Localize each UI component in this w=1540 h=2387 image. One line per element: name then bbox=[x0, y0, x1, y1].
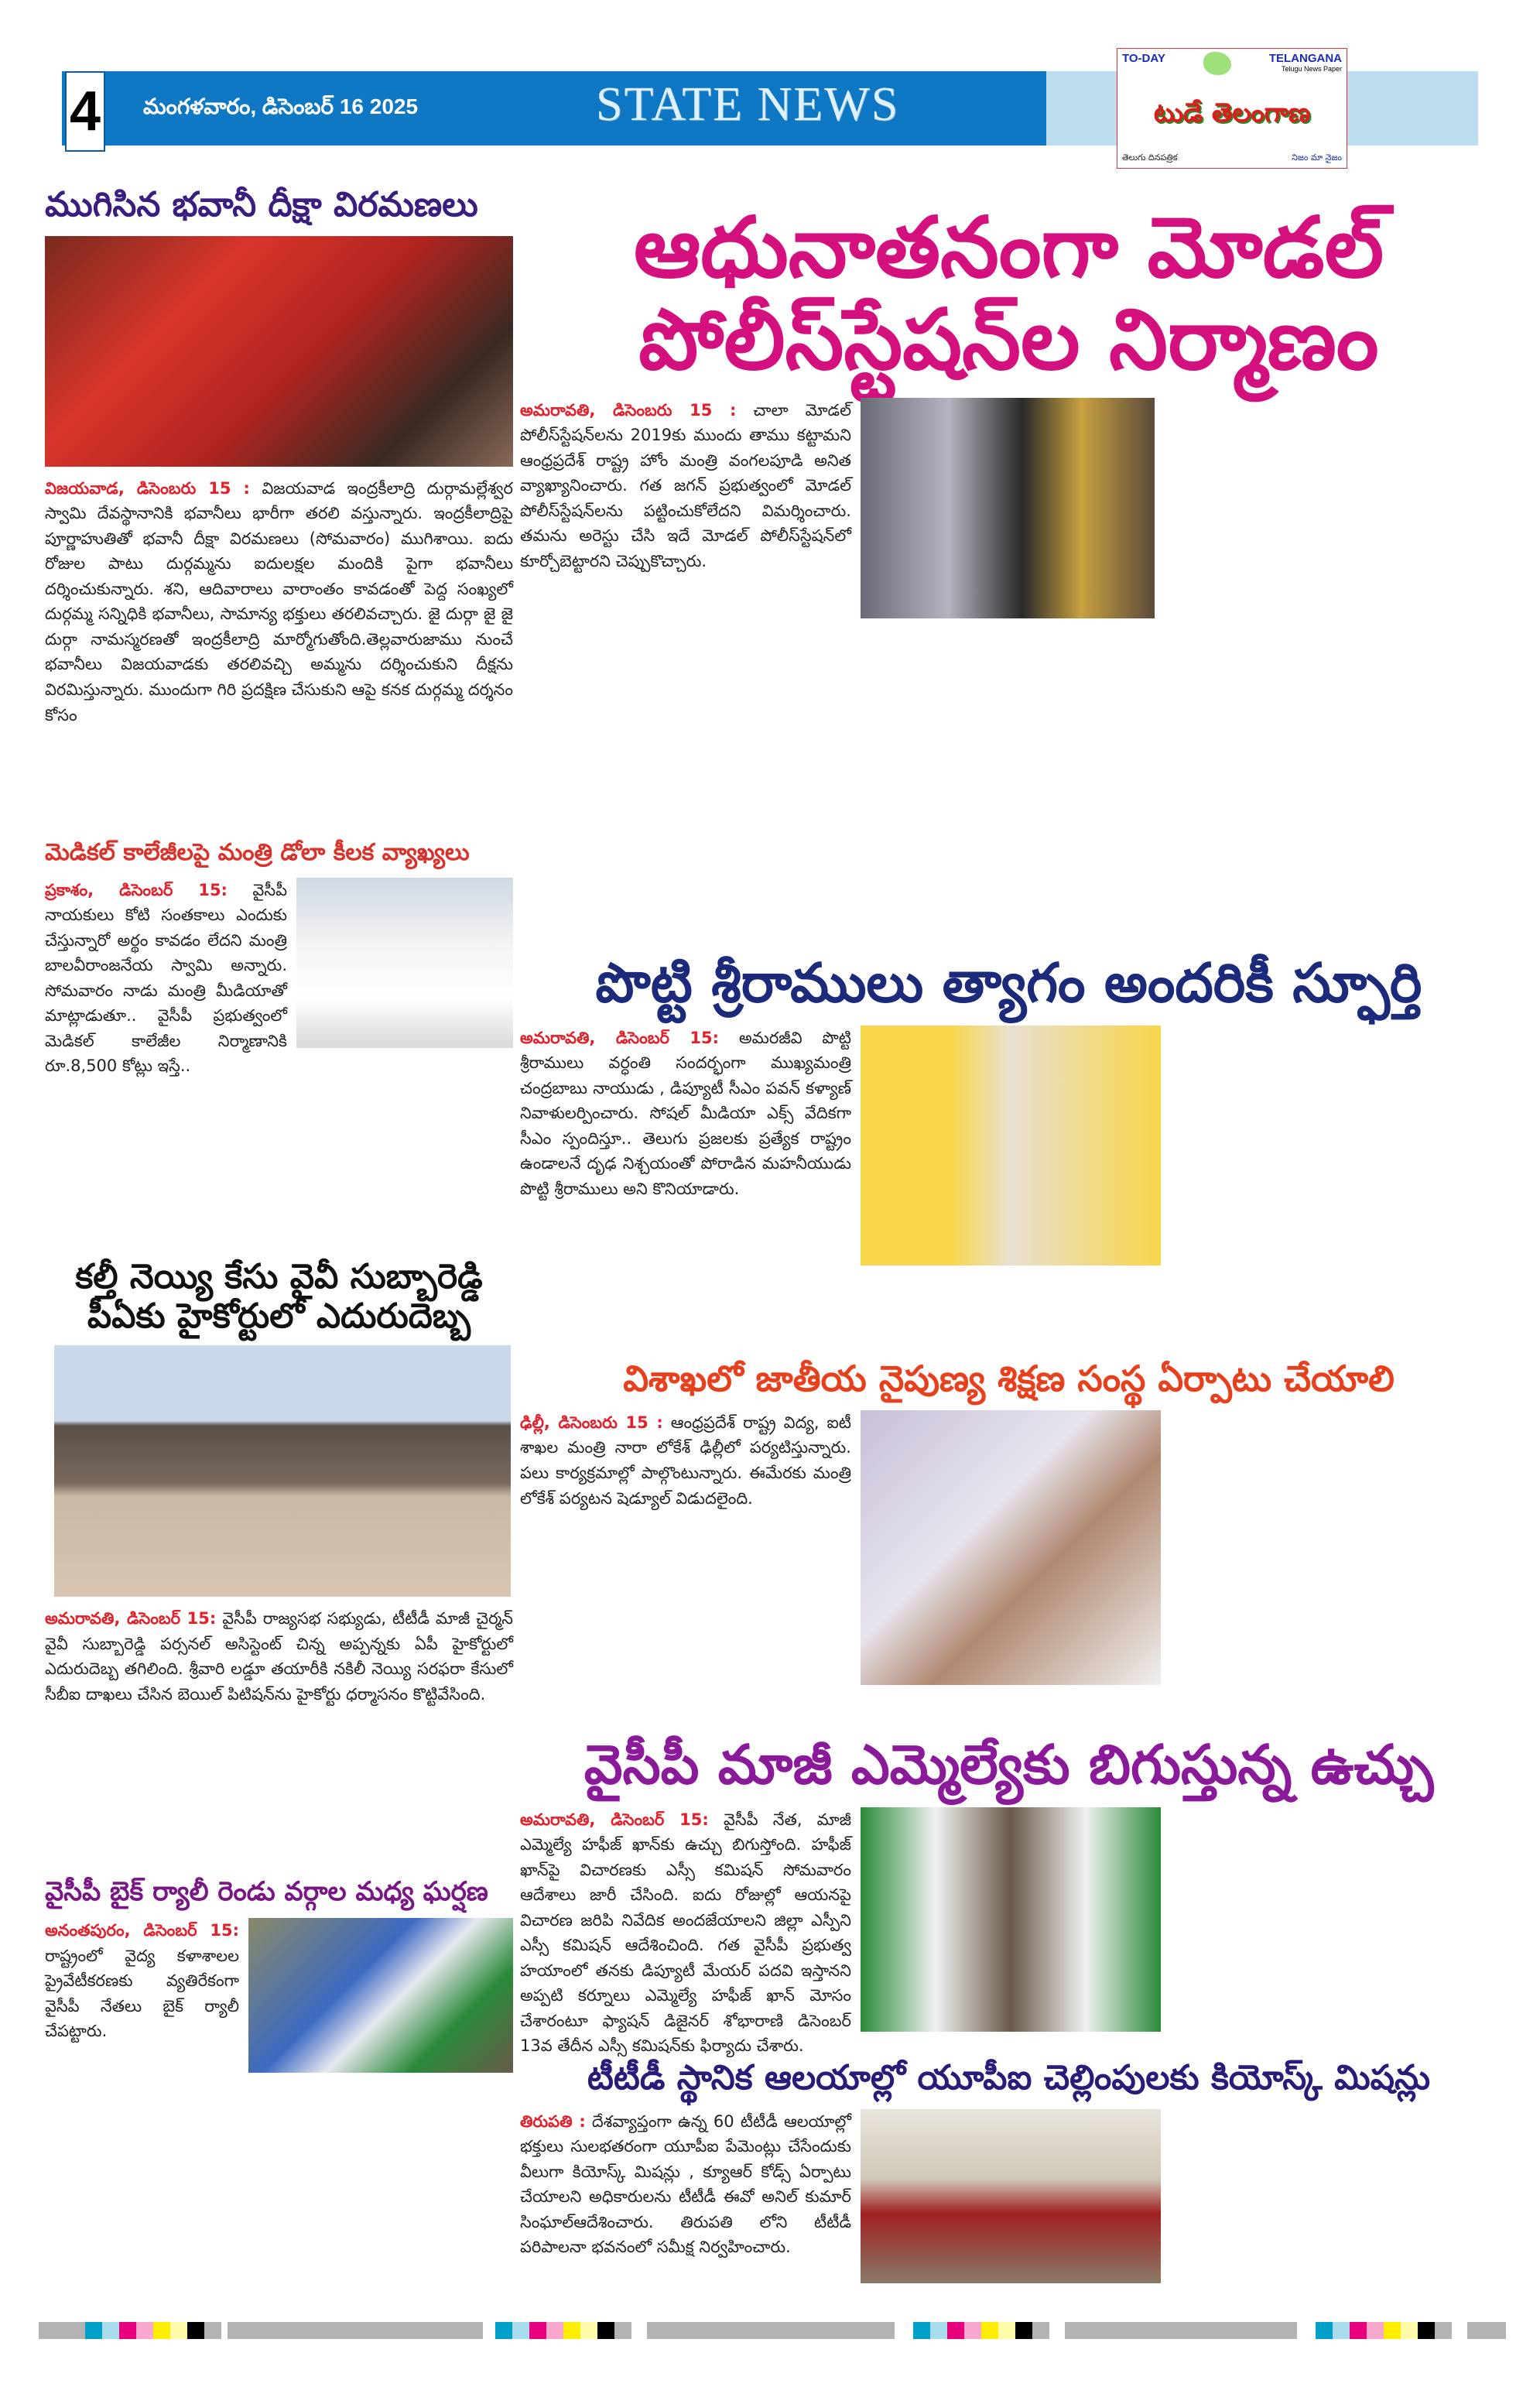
story-potti-sriramulu bbox=[520, 952, 1497, 1358]
story-ycp-ex-mla bbox=[520, 1734, 1497, 2059]
story-potti-body bbox=[520, 1026, 1497, 1265]
article-text: వైసీపీ రాజ్యసభ సభ్యుడు, టీటీడీ మాజీ చైర్మన్ వైవీ సుబ్బారెడ్డి పర్సనల్ అసిస్టెంట్ చిన్న అప్పన్నకు ఏపీ హైకోర్టులో ఎదురుదెబ్బ తగిలింది. శ్రీవారి లడ్డూ తయారీకి నకిలీ నెయ్యి సరఫరా కేసులో సీబీఐ దాఖలు చేసిన బెయిల్ పిటిషన్‌ను హైకోర్టు ధర్మాసనం కొట్టివేసింది. bbox=[45, 1609, 513, 1704]
story-police-stations bbox=[520, 200, 1497, 952]
color-registration-bar bbox=[1316, 2322, 1506, 2339]
right-column bbox=[520, 200, 1497, 2283]
article-potti-sriramulu bbox=[520, 1026, 851, 1202]
story-vizag-skill bbox=[520, 1358, 1497, 1734]
high-court-building-photo bbox=[54, 1345, 511, 1597]
headline-potti-sriramulu: పొట్టి శ్రీరాములు త్యాగం అందరికీ స్ఫూర్తి bbox=[595, 951, 1422, 1015]
dateline: అమరావతి, డిసెంబర్ 15: bbox=[520, 1028, 720, 1047]
article-vizag-skill bbox=[520, 1410, 851, 1511]
headline-bike-rally: వైసీపీ బైక్ ర్యాలీ రెండు వర్గాల మధ్య ఘర్షణ bbox=[45, 1876, 488, 1907]
story-ycp-body bbox=[520, 1807, 1497, 2059]
bhavani-devotees-photo bbox=[45, 236, 513, 467]
telangana-map-icon bbox=[1203, 52, 1231, 75]
article-bike-rally bbox=[45, 1918, 239, 2044]
ttd-review-meeting-photo bbox=[861, 2109, 1161, 2283]
section-title: STATE NEWS bbox=[596, 78, 900, 131]
article-text: దేశవ్యాప్తంగా ఉన్న 60 టీటీడీ ఆలయాల్లో భక్తులు సులభతరంగా యూపీఐ పేమెంట్లు చేసేందుకు వీలుగా కియోస్క్ మిషన్లు , క్యూఆర్ కోడ్స్ ఏర్పాటు చేయాలని అధికారులను టీటీడీ ఈవో అనిల్ కుమార్ సింఘాల్ఆదేశించారు. తిరుపతి లోని టీటీడీ పరిపాలనా భవనంలో సమీక్ష నిర్వహించారు. bbox=[520, 2111, 851, 2257]
story-medical-body bbox=[45, 878, 513, 1079]
story-bike-rally bbox=[45, 1877, 513, 2073]
headline-bhavani: ముగిసిన భవానీ దీక్షా విరమణలు bbox=[45, 185, 478, 224]
headline-ghee-case bbox=[45, 1258, 513, 1336]
article-ttd-kiosk bbox=[520, 2109, 851, 2260]
headline-vizag-skill: విశాఖలో జాతీయ నైపుణ్య శిక్షణ సంస్థ ఏర్పాటు చేయాలి bbox=[623, 1358, 1395, 1399]
article-text: వైసీపీ నేత, మాజీ ఎమ్మెల్యే హఫీజ్ ఖాన్‌కు ఉచ్చు బిగుస్తోంది. హఫీజ్ ఖాన్‌పై విచారణకు ఎస్సీ కమిషన్ సోమవారం ఆదేశాలు జారీ చేసింది. ఐదు రోజుల్లో ఆయనపై విచారణ జరిపి నివేదిక అందజేయాలని జిల్లా ఎస్పీని ఎస్సీ కమిషన్ ఆదేశించింది. గత వైసీపీ ప్రభుత్వ హయాంలో తనకు డిప్యూటీ మేయర్ పదవి ఇస్తానని అప్పటి కర్నూలు ఎమ్మెల్యే హఫీజ్ ఖాన్ మోసం చేశారంటూ ఫ్యాషన్ డిజైనర్ శోభారాణి డిసెంబర్ 13వ తేదీన ఎస్సీ కమిషన్‌కు ఫిర్యాదు చేశారు. bbox=[520, 1810, 851, 2056]
page-number: 4 bbox=[65, 71, 105, 152]
article-text: ఆంధ్రప్రదేశ్ రాష్ట్ర విద్య, ఐటీ శాఖల మంత్రి నారా లోకేశ్ ఢిల్లీలో పర్యటిస్తున్నారు. పలు కార్యక్రమాల్లో పాల్గొంటున్నారు. ఈమేరకు మంత్రి లోకేశ్ పర్యటన షెడ్యూల్ విడుదలైంది. bbox=[520, 1413, 851, 1508]
logo-name: టుడే తెలంగాణ bbox=[1153, 98, 1311, 129]
logo-today: TO-DAY bbox=[1122, 52, 1165, 65]
dateline: అమరావతి, డిసెంబర్ 15: bbox=[520, 1810, 709, 1829]
article-text: రాష్ట్రంలో వైద్య కళాశాలల ప్రైవేటీకరణకు వ్యతిరేకంగా వైసీపీ నేతలు బైక్ ర్యాలీ చేపట్టారు. bbox=[45, 1946, 239, 2041]
article-medical bbox=[45, 878, 287, 1079]
headline-line: పీఏకు హైకోర్టులో ఎదురుదెబ్బ bbox=[87, 1296, 471, 1336]
left-column bbox=[45, 186, 513, 2073]
story-bhavani bbox=[45, 186, 513, 840]
article-text: విజయవాడ ఇంద్రకీలాద్రి దుర్గామల్లేశ్వర స్వామి దేవస్థానానికి భవానీలు భారీగా తరలి వస్తున్నారు. ఇంద్రకీలాద్రిపై పూర్ణాహుతితో భవానీ దీక్షా విరమణలు (సోమవారం) ముగిశాయి. ఐదు రోజుల పాటు దుర్గమ్మను ఐదులక్షల మందికి పైగా భవానీలు దర్శించుకున్నారు. శని, ఆదివారాలు వారాంతం కావడంతో పెద్ద సంఖ్యలో దుర్గమ్మ సన్నిధికి భవానీలు, సామాన్య భక్తులు తరలివచ్చారు. జై దుర్గా జై జై దుర్గా నామస్మరణతో ఇంద్రకీలాద్రి మార్మోగుతోంది.తెల్లవారుజాము నుంచే భవానీలు విజయవాడకు తరలివచ్చి అమ్మను దర్శించుకుని దీక్షను విరమిస్తున్నారు. ముందుగా గిరి ప్రదక్షిణ చేసుకుని ఆపై కనక దుర్గమ్మ దర్శనం కోసం bbox=[45, 478, 514, 724]
headline-ycp-ex-mla: వైసీపీ మాజీ ఎమ్మెల్యేకు బిగుస్తున్న ఉచ్చు bbox=[583, 1733, 1434, 1796]
headline-line: పోలీస్‌స్టేషన్‌ల నిర్మాణం bbox=[638, 291, 1379, 389]
article-ycp-ex-mla bbox=[520, 1807, 851, 2059]
dateline: ప్రకాశం, డిసెంబర్ 15: bbox=[45, 880, 228, 899]
home-minister-anitha-photo bbox=[861, 398, 1155, 618]
logo-tagline-right: నిజం మా నైజం bbox=[1292, 152, 1342, 163]
hafeez-khan-photo bbox=[861, 1807, 1161, 2032]
story-ghee-case bbox=[45, 1258, 513, 1877]
article-ghee-case bbox=[45, 1606, 513, 1707]
article-police-stations bbox=[520, 398, 851, 574]
dateline: అమరావతి, డిసెంబరు 15 : bbox=[520, 400, 737, 420]
color-registration-bar bbox=[913, 2322, 1297, 2339]
headline-medical: మెడికల్ కాలేజీలపై మంత్రి డోలా కీలక వ్యాఖ్యలు bbox=[45, 839, 470, 866]
minister-lokesh-photo bbox=[861, 1410, 1161, 1685]
logo-bottom-row bbox=[1122, 152, 1342, 165]
lead-headline bbox=[520, 200, 1497, 389]
color-registration-bar bbox=[39, 2322, 483, 2339]
story-medical bbox=[45, 840, 513, 1258]
dateline: అనంతపురం, డిసెంబర్ 15: bbox=[45, 1921, 239, 1940]
logo-subtitle: Telugu News Paper bbox=[1281, 65, 1342, 73]
story-bike-body bbox=[45, 1918, 513, 2073]
bike-rally-photo bbox=[248, 1918, 513, 2073]
dateline: అమరావతి, డిసెంబర్ 15: bbox=[45, 1609, 217, 1628]
story-ttd-kiosk bbox=[520, 2059, 1497, 2283]
dateline: ఢిల్లీ, డిసెంబరు 15 : bbox=[520, 1413, 663, 1432]
chandrababu-potti-sriramulu-photo bbox=[861, 1026, 1161, 1265]
story-police-body bbox=[520, 398, 1497, 618]
logo-telangana: TELANGANA bbox=[1268, 52, 1342, 65]
article-text: చాలా మోడల్ పోలీస్‌స్టేషన్‌లను 2019కు ముందు తాము కట్టామని ఆంధ్రప్రదేశ్ రాష్ట్ర హోం మంత్రి వంగలపూడి అనిత వ్యాఖ్యానించారు. గత జగన్ ప్రభుత్వంలో మోడల్ పోలీస్‌స్టేషన్‌లను పట్టించుకోలేదని విమర్శించారు. తమను అరెస్టు చేసి ఇదే మోడల్ పోలీస్‌స్టేషన్‌లో కూర్చోబెట్టారని చెప్పుకొచ్చారు. bbox=[520, 400, 851, 570]
masthead-logo bbox=[1117, 48, 1347, 169]
story-ttd-body bbox=[520, 2109, 1497, 2283]
article-bhavani bbox=[45, 476, 513, 728]
minister-dola-photo bbox=[296, 878, 513, 1048]
headline-ttd-kiosk: టీటీడీ స్థానిక ఆలయాల్లో యూపీఐ చెల్లింపులకు కియోస్క్ మిషన్లు bbox=[587, 2057, 1431, 2098]
dateline: విజయవాడ, డిసెంబరు 15 : bbox=[45, 478, 250, 498]
article-text: అమరజీవి పొట్టి శ్రీరాములు వర్ధంతి సందర్భంగా ముఖ్యమంత్రి చంద్రబాబు నాయుడు , డిప్యూటీ సీఎం పవన్ కళ్యాణ్ నివాళులర్పించారు. సోషల్ మీడియా ఎక్స్ వేదికగా సీఎం స్పందిస్తూ.. తెలుగు ప్రజలకు ప్రత్యేక రాష్ట్రం ఉండాలనే దృఢ నిశ్చయంతో పోరాడిన మహనీయుడు పొట్టి శ్రీరాములు అని కొనియాడారు. bbox=[520, 1028, 851, 1198]
story-vizag-body bbox=[520, 1410, 1497, 1685]
headline-line: ఆధునాతనంగా మోడల్ bbox=[633, 200, 1384, 296]
headline-line: కల్తీ నెయ్యి కేసు వైవీ సుబ్బారెడ్డి bbox=[75, 1257, 483, 1296]
dateline: తిరుపతి : bbox=[520, 2111, 586, 2131]
logo-tagline-left: తెలుగు దినపత్రిక bbox=[1122, 152, 1178, 163]
logo-right-block bbox=[1269, 52, 1342, 73]
article-text: వైసీపీ నాయకులు కోటి సంతకాలు ఎందుకు చేస్తున్నారో అర్థం కావడం లేదని మంత్రి బాలవీరాంజనేయ స్వామి అన్నారు. సోమవారం నాడు మంత్రి మీడియాతో మాట్లాడుతూ.. వైసీపీ ప్రభుత్వంలో మెడికల్ కాలేజీల నిర్మాణానికి రూ.8,500 కోట్లు ఇస్తే.. bbox=[45, 880, 287, 1076]
logo-top-row bbox=[1122, 52, 1342, 75]
issue-date: మంగళవారం, డిసెంబర్ 16 2025 bbox=[143, 94, 419, 118]
color-registration-bar bbox=[495, 2322, 895, 2339]
